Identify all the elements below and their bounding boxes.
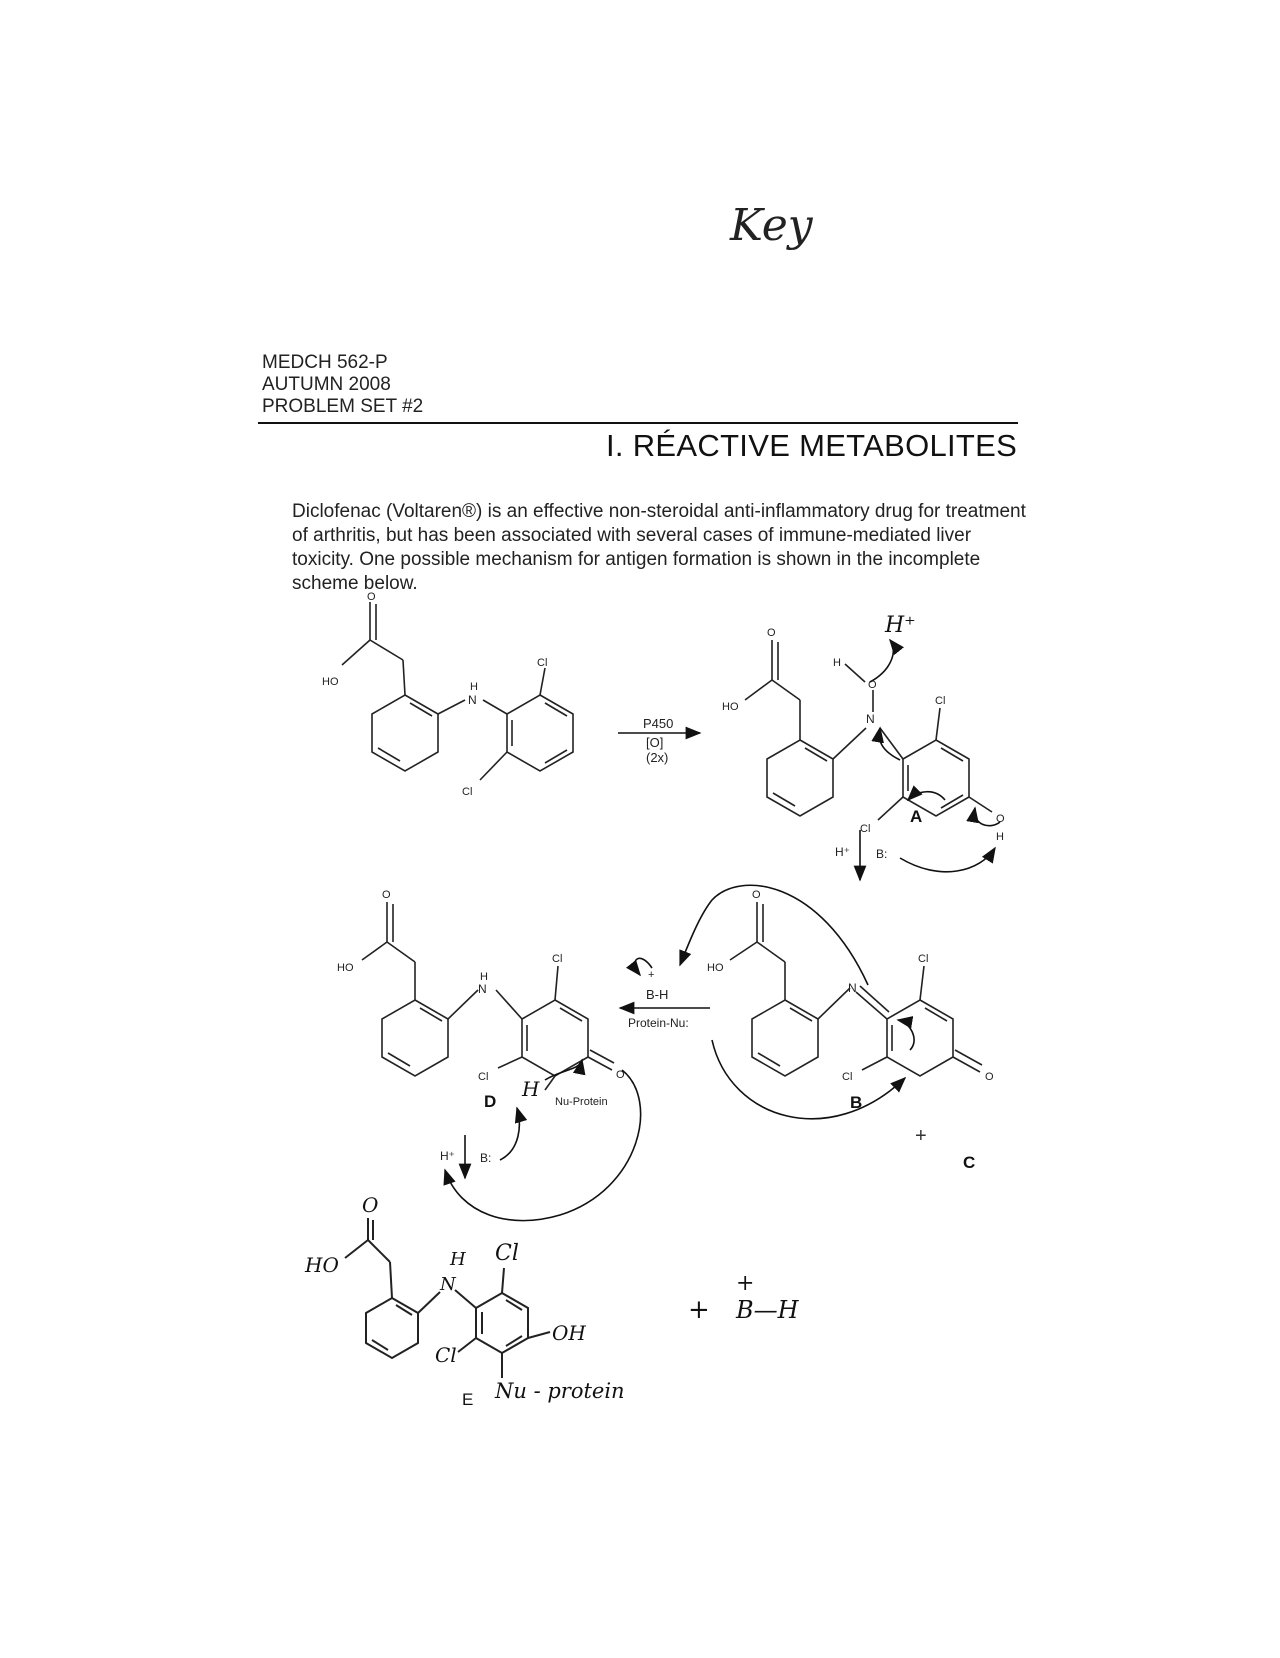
- atom-label: HO: [707, 962, 724, 974]
- atom-label: H: [470, 681, 478, 693]
- label-c: C: [963, 1153, 976, 1172]
- atom-label: HO: [322, 676, 339, 688]
- atom-label: O: [868, 679, 877, 691]
- atom-label: H: [480, 971, 488, 983]
- atom-label: O: [996, 813, 1005, 825]
- atom-label: Cl: [478, 1071, 489, 1083]
- atom-label: N: [848, 981, 857, 995]
- product-acid: B—H: [736, 1296, 799, 1324]
- step4-base: B:: [480, 1151, 492, 1165]
- diclofenac-structure: [342, 602, 573, 780]
- atom-label: H: [450, 1249, 466, 1270]
- compound-d-structure: [362, 902, 614, 1090]
- product-acid-charge: +: [736, 1271, 755, 1296]
- atom-label: Cl: [935, 695, 946, 707]
- intro-paragraph: Diclofenac (Voltaren®) is an effective non-steroidal anti-inflammatory drug for treatment of arthritis, but has been associated with several cases of immune-mediated liver toxicity. One possible mechanism for antigen formation is shown in the incomplete scheme below.: [292, 501, 1026, 594]
- atom-label: Cl: [462, 786, 473, 798]
- atom-label: Cl: [552, 953, 563, 965]
- atom-label: OH: [552, 1321, 586, 1345]
- label-e: E: [462, 1390, 474, 1409]
- compound-a-structure: [745, 640, 992, 820]
- curved-arrow: [445, 1070, 641, 1221]
- label-b: B: [850, 1093, 863, 1112]
- atom-label: HO: [305, 1253, 339, 1277]
- course-code: MEDCH 562-P: [262, 352, 388, 373]
- section-title: I. RÉACTIVE METABOLITES: [606, 428, 1018, 463]
- product-plus: +: [688, 1295, 710, 1325]
- atom-label: Cl: [860, 823, 871, 835]
- step3-nucleophile: Protein-Nu:: [628, 1016, 689, 1030]
- atom-label: Cl: [435, 1343, 457, 1367]
- atom-label: O: [616, 1069, 625, 1081]
- atom-label: HO: [722, 701, 739, 713]
- atom-label: N: [478, 982, 487, 996]
- step2-base: B:: [876, 847, 888, 861]
- atom-label: N: [468, 693, 477, 707]
- label-a: A: [910, 807, 923, 826]
- step4-proton: H⁺: [440, 1149, 455, 1163]
- step2-proton: H⁺: [835, 845, 850, 859]
- curved-arrow: [879, 728, 900, 760]
- step1-enzyme: P450: [643, 716, 674, 731]
- curved-arrow: [870, 640, 893, 682]
- atom-label: HO: [337, 962, 354, 974]
- step3-acid-charge: +: [648, 969, 655, 981]
- nu-protein-label: Nu-Protein: [555, 1096, 608, 1108]
- curved-arrow: [908, 792, 945, 800]
- term: AUTUMN 2008: [262, 374, 391, 395]
- atom-label: O: [985, 1071, 994, 1083]
- curved-arrow: [500, 1108, 519, 1160]
- curved-arrow: [900, 848, 995, 872]
- atom-label: Cl: [495, 1241, 519, 1266]
- h-plus-handwritten: H⁺: [885, 613, 916, 638]
- atom-label: Cl: [537, 657, 548, 669]
- plus-sign: +: [915, 1125, 927, 1147]
- label-d: D: [484, 1092, 497, 1111]
- atom-label: H: [996, 831, 1004, 843]
- curved-arrow: [898, 1020, 914, 1050]
- atom-label: O: [767, 627, 776, 639]
- problem-set: PROBLEM SET #2: [262, 396, 424, 417]
- atom-label: Cl: [918, 953, 929, 965]
- product-e-substituent: Nu - protein: [495, 1379, 625, 1403]
- atom-label: N: [440, 1274, 456, 1295]
- atom-label: Cl: [842, 1071, 853, 1083]
- handwritten-key: Key: [730, 200, 813, 251]
- curved-arrow: [712, 1040, 905, 1119]
- step1-oxidant: [O]: [646, 735, 664, 750]
- atom-label: O: [382, 889, 391, 901]
- atom-label: H: [833, 657, 841, 669]
- step3-acid: B-H: [646, 987, 669, 1002]
- handwritten-h: H: [522, 1077, 540, 1101]
- atom-label: O: [362, 1193, 379, 1217]
- step1-times: (2x): [646, 750, 669, 765]
- atom-label: N: [866, 712, 875, 726]
- atom-label: O: [367, 591, 376, 603]
- atom-label: O: [752, 889, 761, 901]
